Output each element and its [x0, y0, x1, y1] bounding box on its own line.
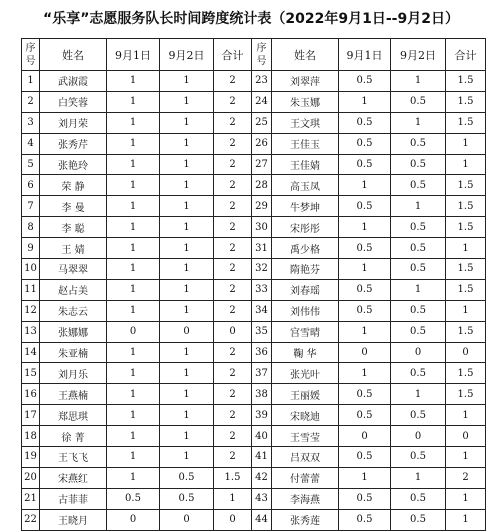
right-name-cell: 王雪莹	[272, 426, 339, 447]
table-row	[22, 91, 486, 112]
header-day1: 9月1日	[107, 39, 160, 71]
left-day2-cell: 1	[160, 363, 214, 384]
table-row	[22, 279, 486, 300]
right-day1-cell: 0.5	[339, 71, 391, 92]
right-total-cell: 1.5	[446, 279, 486, 300]
right-day2-cell: 0	[391, 342, 446, 363]
left-total-cell: 2	[214, 133, 252, 154]
header-seq: 序号	[252, 39, 272, 71]
left-day2-cell: 1	[160, 300, 214, 321]
left-total-cell: 2	[214, 384, 252, 405]
left-total-cell: 2	[214, 71, 252, 92]
right-total-cell: 0	[446, 426, 486, 447]
right-name-cell: 李海燕	[272, 488, 339, 509]
table-row	[22, 300, 486, 321]
right-day1-cell: 1	[339, 175, 391, 196]
right-name-cell: 付蕾蕾	[272, 467, 339, 488]
left-day1-cell: 1	[107, 238, 160, 259]
left-day2-cell: 0	[160, 509, 214, 530]
left-name-cell: 武淑霞	[40, 71, 107, 92]
table-row	[22, 467, 486, 488]
left-day1-cell: 1	[107, 175, 160, 196]
right-seq-cell: 33	[252, 279, 272, 300]
left-name-cell: 李 曼	[40, 196, 107, 217]
left-day2-cell: 0.5	[160, 467, 214, 488]
left-day2-cell: 1	[160, 175, 214, 196]
right-day2-cell: 1	[391, 112, 446, 133]
right-name-cell: 王佳婧	[272, 154, 339, 175]
right-day2-cell: 1	[391, 71, 446, 92]
left-seq-cell: 11	[22, 279, 40, 300]
left-name-cell: 王 婧	[40, 238, 107, 259]
left-day1-cell: 1	[107, 279, 160, 300]
left-seq-cell: 18	[22, 426, 40, 447]
right-seq-cell: 27	[252, 154, 272, 175]
left-day2-cell: 1	[160, 238, 214, 259]
right-day1-cell: 0.5	[339, 509, 391, 530]
left-seq-cell: 1	[22, 71, 40, 92]
right-total-cell: 1	[446, 447, 486, 468]
left-total-cell: 2	[214, 238, 252, 259]
header-day1: 9月1日	[339, 39, 391, 71]
left-day2-cell: 1	[160, 259, 214, 280]
right-name-cell: 刘春瑶	[272, 279, 339, 300]
right-total-cell: 1.5	[446, 196, 486, 217]
left-day1-cell: 1	[107, 467, 160, 488]
right-name-cell: 禹少格	[272, 238, 339, 259]
right-day1-cell: 0.5	[339, 133, 391, 154]
table-row	[22, 363, 486, 384]
left-name-cell: 荣 静	[40, 175, 107, 196]
table-row	[22, 342, 486, 363]
left-day1-cell: 1	[107, 71, 160, 92]
right-day2-cell: 0.5	[391, 154, 446, 175]
left-day2-cell: 1	[160, 384, 214, 405]
table-row	[22, 426, 486, 447]
left-seq-cell: 19	[22, 447, 40, 468]
left-name-cell: 白笑蓉	[40, 91, 107, 112]
table-row	[22, 447, 486, 468]
right-name-cell: 宫雪晴	[272, 321, 339, 342]
right-seq-cell: 37	[252, 363, 272, 384]
left-day2-cell: 1	[160, 112, 214, 133]
right-seq-cell: 40	[252, 426, 272, 447]
right-total-cell: 1	[446, 238, 486, 259]
right-name-cell: 刘伟伟	[272, 300, 339, 321]
left-total-cell: 2	[214, 196, 252, 217]
right-seq-cell: 23	[252, 71, 272, 92]
left-day2-cell: 1	[160, 196, 214, 217]
header-seq: 序号	[22, 39, 40, 71]
left-seq-cell: 21	[22, 488, 40, 509]
right-seq-cell: 41	[252, 447, 272, 468]
left-day1-cell: 1	[107, 154, 160, 175]
right-day2-cell: 0.5	[391, 363, 446, 384]
table-row	[22, 175, 486, 196]
left-total-cell: 2	[214, 279, 252, 300]
right-day2-cell: 0.5	[391, 300, 446, 321]
left-seq-cell: 3	[22, 112, 40, 133]
right-day1-cell: 0.5	[339, 384, 391, 405]
left-seq-cell: 22	[22, 509, 40, 530]
right-day1-cell: 0.5	[339, 279, 391, 300]
right-total-cell: 2	[446, 467, 486, 488]
table-row	[22, 488, 486, 509]
left-day2-cell: 1	[160, 133, 214, 154]
left-name-cell: 宋燕红	[40, 467, 107, 488]
right-seq-cell: 26	[252, 133, 272, 154]
right-day2-cell: 1	[391, 467, 446, 488]
left-day2-cell: 1	[160, 342, 214, 363]
right-day1-cell: 0.5	[339, 238, 391, 259]
left-seq-cell: 5	[22, 154, 40, 175]
right-day2-cell: 0.5	[391, 238, 446, 259]
right-total-cell: 1	[446, 488, 486, 509]
left-total-cell: 2	[214, 363, 252, 384]
left-name-cell: 张娜娜	[40, 321, 107, 342]
right-total-cell: 1.5	[446, 384, 486, 405]
left-seq-cell: 7	[22, 196, 40, 217]
right-day1-cell: 1	[339, 259, 391, 280]
right-name-cell: 牛梦坤	[272, 196, 339, 217]
left-day1-cell: 1	[107, 133, 160, 154]
left-day1-cell: 1	[107, 405, 160, 426]
right-seq-cell: 34	[252, 300, 272, 321]
left-name-cell: 王燕楠	[40, 384, 107, 405]
left-day2-cell: 1	[160, 154, 214, 175]
header-day2: 9月2日	[160, 39, 214, 71]
left-day1-cell: 1	[107, 112, 160, 133]
right-total-cell: 1.5	[446, 217, 486, 238]
left-name-cell: 张艳玲	[40, 154, 107, 175]
left-seq-cell: 13	[22, 321, 40, 342]
left-day2-cell: 0.5	[160, 488, 214, 509]
table-row	[22, 154, 486, 175]
right-total-cell: 1	[446, 509, 486, 530]
left-seq-cell: 15	[22, 363, 40, 384]
right-day1-cell: 0.5	[339, 154, 391, 175]
right-day2-cell: 0.5	[391, 175, 446, 196]
right-name-cell: 张秀莲	[272, 509, 339, 530]
left-day2-cell: 1	[160, 71, 214, 92]
right-day1-cell: 1	[339, 363, 391, 384]
right-name-cell: 王佳玉	[272, 133, 339, 154]
right-day1-cell: 0.5	[339, 112, 391, 133]
right-total-cell: 1	[446, 133, 486, 154]
left-total-cell: 2	[214, 91, 252, 112]
left-seq-cell: 17	[22, 405, 40, 426]
left-total-cell: 2	[214, 175, 252, 196]
right-total-cell: 1.5	[446, 259, 486, 280]
right-name-cell: 王丽媛	[272, 384, 339, 405]
left-name-cell: 朱亚楠	[40, 342, 107, 363]
left-day1-cell: 0	[107, 509, 160, 530]
right-name-cell: 宋彤彤	[272, 217, 339, 238]
left-seq-cell: 9	[22, 238, 40, 259]
right-day1-cell: 0	[339, 426, 391, 447]
right-total-cell: 1.5	[446, 112, 486, 133]
left-day2-cell: 1	[160, 217, 214, 238]
right-seq-cell: 43	[252, 488, 272, 509]
right-seq-cell: 31	[252, 238, 272, 259]
right-name-cell: 鞠 华	[272, 342, 339, 363]
left-name-cell: 刘月乐	[40, 363, 107, 384]
right-day1-cell: 1	[339, 217, 391, 238]
right-day2-cell: 1	[391, 196, 446, 217]
right-name-cell: 宋晓迪	[272, 405, 339, 426]
right-total-cell: 1	[446, 154, 486, 175]
right-seq-cell: 32	[252, 259, 272, 280]
right-seq-cell: 44	[252, 509, 272, 530]
left-seq-cell: 2	[22, 91, 40, 112]
table-row	[22, 405, 486, 426]
left-name-cell: 李 聪	[40, 217, 107, 238]
left-day2-cell: 1	[160, 279, 214, 300]
left-total-cell: 2	[214, 217, 252, 238]
right-total-cell: 1	[446, 405, 486, 426]
left-name-cell: 马翠翠	[40, 259, 107, 280]
right-total-cell: 0	[446, 342, 486, 363]
left-total-cell: 2	[214, 447, 252, 468]
left-seq-cell: 16	[22, 384, 40, 405]
table-row	[22, 238, 486, 259]
right-day1-cell: 0.5	[339, 300, 391, 321]
left-day1-cell: 1	[107, 259, 160, 280]
left-total-cell: 2	[214, 112, 252, 133]
left-total-cell: 1.5	[214, 467, 252, 488]
right-seq-cell: 30	[252, 217, 272, 238]
table-row	[22, 71, 486, 92]
table-row	[22, 196, 486, 217]
right-day2-cell: 0.5	[391, 447, 446, 468]
left-total-cell: 0	[214, 509, 252, 530]
right-name-cell: 刘翠萍	[272, 71, 339, 92]
left-day1-cell: 0.5	[107, 488, 160, 509]
table-row	[22, 217, 486, 238]
right-seq-cell: 24	[252, 91, 272, 112]
table-row	[22, 321, 486, 342]
right-day1-cell: 0.5	[339, 196, 391, 217]
right-day2-cell: 0.5	[391, 217, 446, 238]
right-total-cell: 1.5	[446, 175, 486, 196]
right-name-cell: 张光叶	[272, 363, 339, 384]
table-row	[22, 509, 486, 530]
right-day2-cell: 0.5	[391, 321, 446, 342]
right-day1-cell: 0.5	[339, 447, 391, 468]
right-seq-cell: 36	[252, 342, 272, 363]
right-day2-cell: 0.5	[391, 405, 446, 426]
left-total-cell: 2	[214, 426, 252, 447]
right-name-cell: 朱玉娜	[272, 91, 339, 112]
header-row	[22, 39, 486, 71]
left-day2-cell: 0	[160, 321, 214, 342]
right-total-cell: 1.5	[446, 321, 486, 342]
table-row	[22, 384, 486, 405]
left-seq-cell: 20	[22, 467, 40, 488]
right-name-cell: 隋艳芬	[272, 259, 339, 280]
right-day1-cell: 1	[339, 321, 391, 342]
left-day1-cell: 1	[107, 217, 160, 238]
left-day1-cell: 1	[107, 342, 160, 363]
right-seq-cell: 25	[252, 112, 272, 133]
table-row	[22, 112, 486, 133]
right-day2-cell: 0.5	[391, 509, 446, 530]
table-title: “乐享”志愿服务队长时间跨度统计表（2022年9月1日--9月2日）	[43, 11, 459, 27]
right-seq-cell: 35	[252, 321, 272, 342]
right-day2-cell: 1	[391, 384, 446, 405]
left-day1-cell: 1	[107, 426, 160, 447]
left-name-cell: 王晓月	[40, 509, 107, 530]
left-day1-cell: 1	[107, 196, 160, 217]
volunteer-table	[21, 38, 486, 531]
left-total-cell: 2	[214, 154, 252, 175]
right-seq-cell: 28	[252, 175, 272, 196]
right-day2-cell: 0	[391, 426, 446, 447]
left-day1-cell: 1	[107, 384, 160, 405]
header-total: 合计	[214, 39, 252, 71]
left-name-cell: 古菲菲	[40, 488, 107, 509]
right-day1-cell: 0.5	[339, 405, 391, 426]
left-seq-cell: 14	[22, 342, 40, 363]
header-name: 姓名	[40, 39, 107, 71]
left-total-cell: 0	[214, 321, 252, 342]
left-day1-cell: 1	[107, 363, 160, 384]
right-day2-cell: 0.5	[391, 91, 446, 112]
left-day2-cell: 1	[160, 405, 214, 426]
left-seq-cell: 10	[22, 259, 40, 280]
left-seq-cell: 6	[22, 175, 40, 196]
left-day1-cell: 1	[107, 91, 160, 112]
right-total-cell: 1	[446, 300, 486, 321]
left-total-cell: 2	[214, 405, 252, 426]
left-total-cell: 2	[214, 300, 252, 321]
left-name-cell: 徐 菁	[40, 426, 107, 447]
left-name-cell: 郑思琪	[40, 405, 107, 426]
left-name-cell: 王飞飞	[40, 447, 107, 468]
left-day2-cell: 1	[160, 426, 214, 447]
left-seq-cell: 12	[22, 300, 40, 321]
left-total-cell: 1	[214, 488, 252, 509]
right-day2-cell: 0.5	[391, 488, 446, 509]
left-total-cell: 2	[214, 259, 252, 280]
right-day2-cell: 1	[391, 279, 446, 300]
right-day1-cell: 0	[339, 342, 391, 363]
right-seq-cell: 39	[252, 405, 272, 426]
right-day1-cell: 1	[339, 467, 391, 488]
header-total: 合计	[446, 39, 486, 71]
left-name-cell: 张秀芹	[40, 133, 107, 154]
right-day2-cell: 0.5	[391, 259, 446, 280]
right-seq-cell: 38	[252, 384, 272, 405]
left-name-cell: 朱志云	[40, 300, 107, 321]
left-day2-cell: 1	[160, 447, 214, 468]
left-day1-cell: 0	[107, 321, 160, 342]
right-day2-cell: 0.5	[391, 133, 446, 154]
left-seq-cell: 4	[22, 133, 40, 154]
left-total-cell: 2	[214, 342, 252, 363]
left-name-cell: 刘月荣	[40, 112, 107, 133]
right-day1-cell: 0.5	[339, 488, 391, 509]
header-day2: 9月2日	[391, 39, 446, 71]
right-total-cell: 1.5	[446, 363, 486, 384]
left-seq-cell: 8	[22, 217, 40, 238]
table-row	[22, 133, 486, 154]
left-day1-cell: 1	[107, 447, 160, 468]
right-seq-cell: 29	[252, 196, 272, 217]
right-day1-cell: 1	[339, 91, 391, 112]
header-name: 姓名	[272, 39, 339, 71]
right-name-cell: 吕双双	[272, 447, 339, 468]
left-day2-cell: 1	[160, 91, 214, 112]
left-day1-cell: 1	[107, 300, 160, 321]
right-name-cell: 高玉凤	[272, 175, 339, 196]
right-total-cell: 1.5	[446, 71, 486, 92]
right-seq-cell: 42	[252, 467, 272, 488]
right-name-cell: 王文琪	[272, 112, 339, 133]
table-row	[22, 259, 486, 280]
left-name-cell: 赵占美	[40, 279, 107, 300]
right-total-cell: 1.5	[446, 91, 486, 112]
